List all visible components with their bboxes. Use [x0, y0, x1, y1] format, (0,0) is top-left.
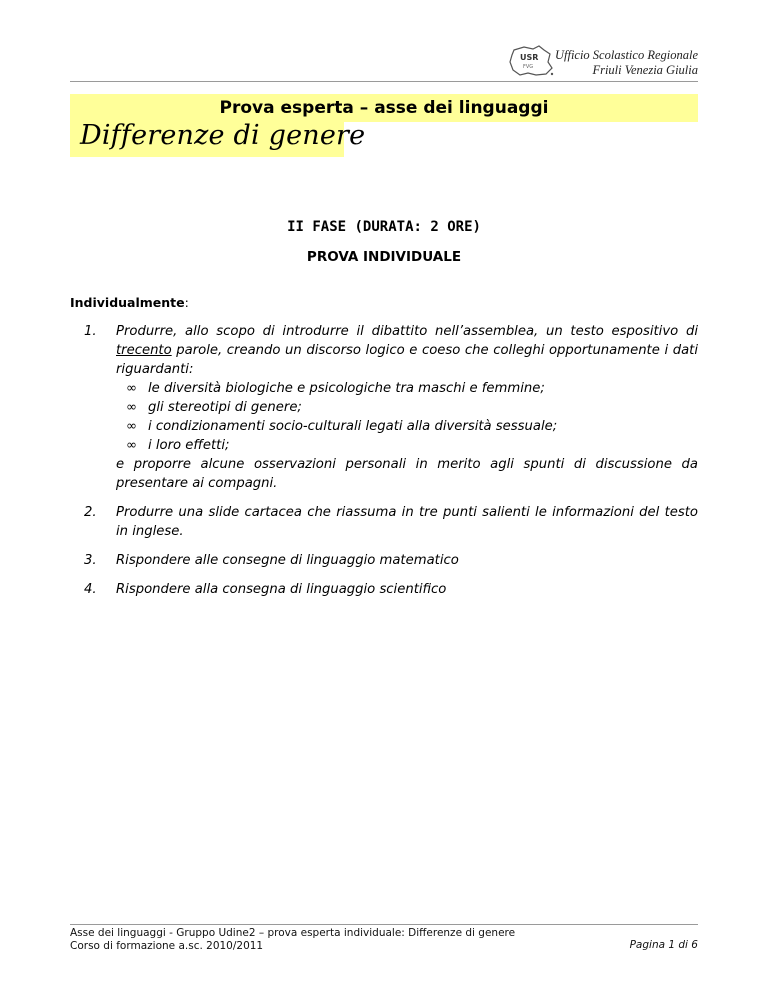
item-text: Produrre, allo scopo di introdurre il dibattito nell’assemblea, un testo espositivo di trecento parole, creando un discorso logico e coeso che colleghi opportunamente i dati riguardanti:: [116, 324, 698, 377]
header-org-line2: Friuli Venezia Giulia: [592, 63, 698, 77]
item-number: 3.: [84, 553, 97, 568]
footer-divider: [70, 924, 698, 925]
bullet-item: ∞ i loro effetti;: [126, 438, 230, 453]
item-closing-text: e proporre alcune osservazioni personali in merito agli spunti di discussione da presentare ai compagni.: [116, 457, 698, 491]
page-footer: [70, 924, 698, 953]
underlined-word: trecento: [116, 343, 172, 358]
page-number: Pagina 1 di 6: [629, 939, 698, 951]
item-number: 4.: [84, 582, 97, 597]
list-item: [84, 551, 698, 570]
bullet-item: ∞ le diversità biologiche e psicologiche tra maschi e femmine;: [126, 381, 545, 396]
lead-label: Individualmente: [70, 295, 185, 310]
item-number: 1.: [84, 324, 97, 339]
page-subtitle: Differenze di genere: [80, 120, 366, 151]
infinity-bullet-icon: ∞: [126, 419, 137, 434]
phase-heading: II FASE (DURATA: 2 ORE): [287, 219, 481, 235]
infinity-bullet-icon: ∞: [126, 438, 137, 453]
lead-text: [70, 295, 189, 310]
item-text: Produrre una slide cartacea che riassuma in tre punti salienti le informazioni del testo in inglese.: [116, 505, 698, 539]
infinity-bullet-icon: ∞: [126, 381, 137, 396]
footer-line2: Corso di formazione a.sc. 2010/2011: [70, 940, 264, 952]
list-item: [84, 580, 698, 599]
logo-text-bottom: FVG: [523, 64, 534, 70]
usr-fvg-logo: [506, 44, 556, 78]
list-item: [84, 503, 698, 541]
header-divider: [70, 81, 698, 82]
item-number: 2.: [84, 505, 97, 520]
bullet-list: [116, 379, 698, 455]
header-org-line1: Ufficio Scolastico Regionale: [554, 48, 698, 62]
list-item: [84, 322, 698, 493]
section-heading: PROVA INDIVIDUALE: [306, 249, 462, 265]
bullet-item: ∞ i condizionamenti socio-culturali legati alla diversità sessuale;: [126, 419, 558, 434]
page-header: [70, 40, 698, 82]
infinity-bullet-icon: ∞: [126, 400, 137, 415]
header-org: [555, 48, 698, 78]
bullet-item: ∞ gli stereotipi di genere;: [126, 400, 302, 415]
footer-line1: Asse dei linguaggi - Gruppo Udine2 – prova esperta individuale: Differenze di genere: [70, 927, 516, 939]
task-list: [84, 322, 698, 609]
item-text: Rispondere alla consegna di linguaggio scientifico: [116, 582, 447, 597]
item-text: Rispondere alle consegne di linguaggio matematico: [116, 553, 459, 568]
page-title: Prova esperta – asse dei linguaggi: [70, 94, 698, 122]
lead-colon: :: [184, 295, 189, 310]
logo-text-top: USR: [520, 53, 539, 62]
